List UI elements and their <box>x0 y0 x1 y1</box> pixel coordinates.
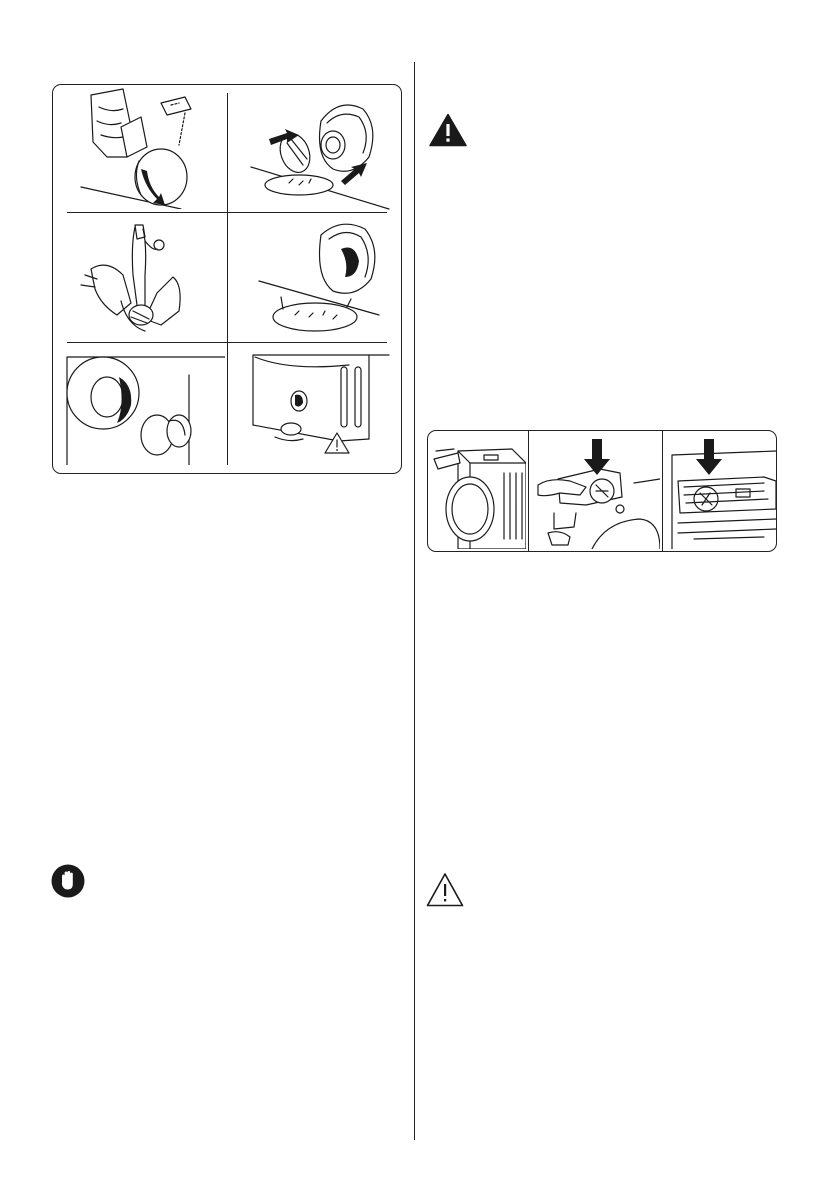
warning-outline-icon <box>426 872 464 908</box>
filter-unscrew-icon <box>229 87 397 211</box>
filter-cleaning-figure <box>52 84 402 474</box>
column-divider <box>414 62 415 1140</box>
filter-cap-open-icon <box>61 87 225 209</box>
drawer-press-arrow-icon <box>664 433 776 549</box>
detergent-drawer-figure <box>427 430 777 552</box>
drain-hose-icon <box>61 215 225 339</box>
drawer-release-arrow-icon <box>530 433 660 549</box>
figure-grid-vertical <box>227 93 228 465</box>
machine-filter-warning-icon <box>229 345 397 465</box>
drawer-figure-divider-1 <box>528 431 529 551</box>
filter-cover-closed-icon <box>61 345 225 465</box>
washing-machine-drawer-open-icon <box>430 433 526 549</box>
figure-grid-row1 <box>67 212 387 213</box>
drawer-figure-divider-2 <box>662 431 663 551</box>
warning-filled-icon <box>429 113 467 147</box>
figure-grid-row2 <box>67 342 387 343</box>
filter-housing-icon <box>229 215 397 339</box>
hand-stop-icon <box>51 864 85 898</box>
